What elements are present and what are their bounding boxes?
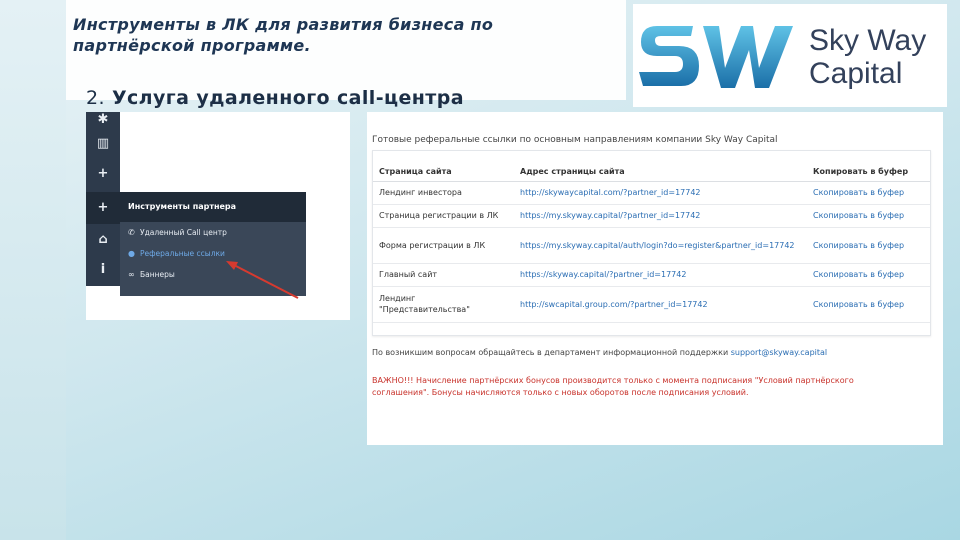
referral-table [373, 151, 930, 323]
menu-item-label: Реферальные ссылки [140, 249, 225, 258]
page-cell: Лендинг "Представительства" [373, 286, 514, 322]
logo-wordmark [809, 24, 926, 90]
column-header: Страница сайта [373, 151, 514, 181]
red-arrow-annotation [86, 112, 350, 320]
logo-line-1: Sky Way [809, 24, 927, 57]
flyout-title: Инструменты партнера [120, 192, 306, 222]
copy-to-buffer-link[interactable]: Скопировать в буфер [813, 211, 905, 220]
important-notice: ВАЖНО!!! Начисление партнёрских бонусов производится только с момента подписания "Условий партнёрского соглашения". Бонусы начисляются только с новых оборотов после подписания условий. [372, 376, 854, 397]
page-cell: Страница регистрации в ЛК [373, 204, 514, 227]
page-cell: Главный сайт [373, 263, 514, 286]
chart-icon[interactable]: ▥ [96, 136, 110, 151]
support-text: По возникшим вопросам обращайтесь в департамент информационной поддержки [372, 348, 729, 357]
column-header: Копировать в буфер [807, 151, 930, 181]
partner-menu-screenshot [86, 112, 350, 320]
subtitle-number: 2. [86, 87, 105, 109]
copy-to-buffer-link[interactable]: Скопировать в буфер [813, 240, 905, 250]
referral-heading: Готовые реферальные ссылки по основным направлениям компании Sky Way Capital [372, 135, 778, 145]
logo-line-2: Capital [809, 57, 903, 90]
plus-icon[interactable]: + [97, 166, 109, 181]
slide-title: Инструменты в ЛК для развития бизнеса по партнёрской программе. [73, 15, 494, 55]
url-link[interactable]: http://skywaycapital.com/?partner_id=17742 [520, 188, 701, 197]
column-header: Адрес страницы сайта [514, 151, 807, 181]
url-link[interactable]: https://my.skyway.capital/auth/login?do=register&partner_id=17742 [520, 240, 795, 250]
referral-table-card [372, 150, 931, 336]
menu-item-label: Баннеры [140, 270, 175, 279]
tools-plus-icon[interactable]: + [86, 192, 120, 224]
info-icon[interactable]: i [100, 262, 106, 277]
table-row [373, 286, 930, 322]
copy-to-buffer-link[interactable]: Скопировать в буфер [813, 270, 905, 279]
subtitle-text: Услуга удаленного call-центра [111, 87, 464, 109]
support-email-link[interactable]: support@skyway.capital [730, 348, 828, 357]
page-cell: Форма регистрации в ЛК [373, 227, 514, 263]
referral-links-screenshot [367, 112, 943, 445]
left-strip [0, 0, 66, 540]
copy-to-buffer-link[interactable]: Скопировать в буфер [813, 188, 905, 197]
support-contact [372, 347, 827, 358]
home-icon[interactable]: ⌂ [98, 232, 108, 247]
table-row [373, 181, 930, 204]
company-logo [633, 4, 947, 107]
url-link[interactable]: http://swcapital.group.com/?partner_id=17742 [520, 299, 708, 309]
table-header-row [373, 151, 930, 181]
puzzle-icon[interactable]: ✱ [97, 112, 109, 127]
link-icon: ∞ [128, 270, 135, 279]
slide-subtitle [86, 86, 464, 110]
url-link[interactable]: https://my.skyway.capital/?partner_id=17742 [520, 211, 701, 220]
user-icon: ● [128, 249, 135, 258]
table-row [373, 263, 930, 286]
copy-to-buffer-link[interactable]: Скопировать в буфер [813, 299, 905, 309]
url-link[interactable]: https://skyway.capital/?partner_id=17742 [520, 270, 687, 279]
table-row [373, 204, 930, 227]
phone-icon: ✆ [128, 228, 135, 237]
page-cell: Лендинг инвестора [373, 181, 514, 204]
menu-item-label: Удаленный Call центр [140, 228, 227, 237]
sw-logo-mark [633, 4, 803, 107]
table-row [373, 227, 930, 263]
